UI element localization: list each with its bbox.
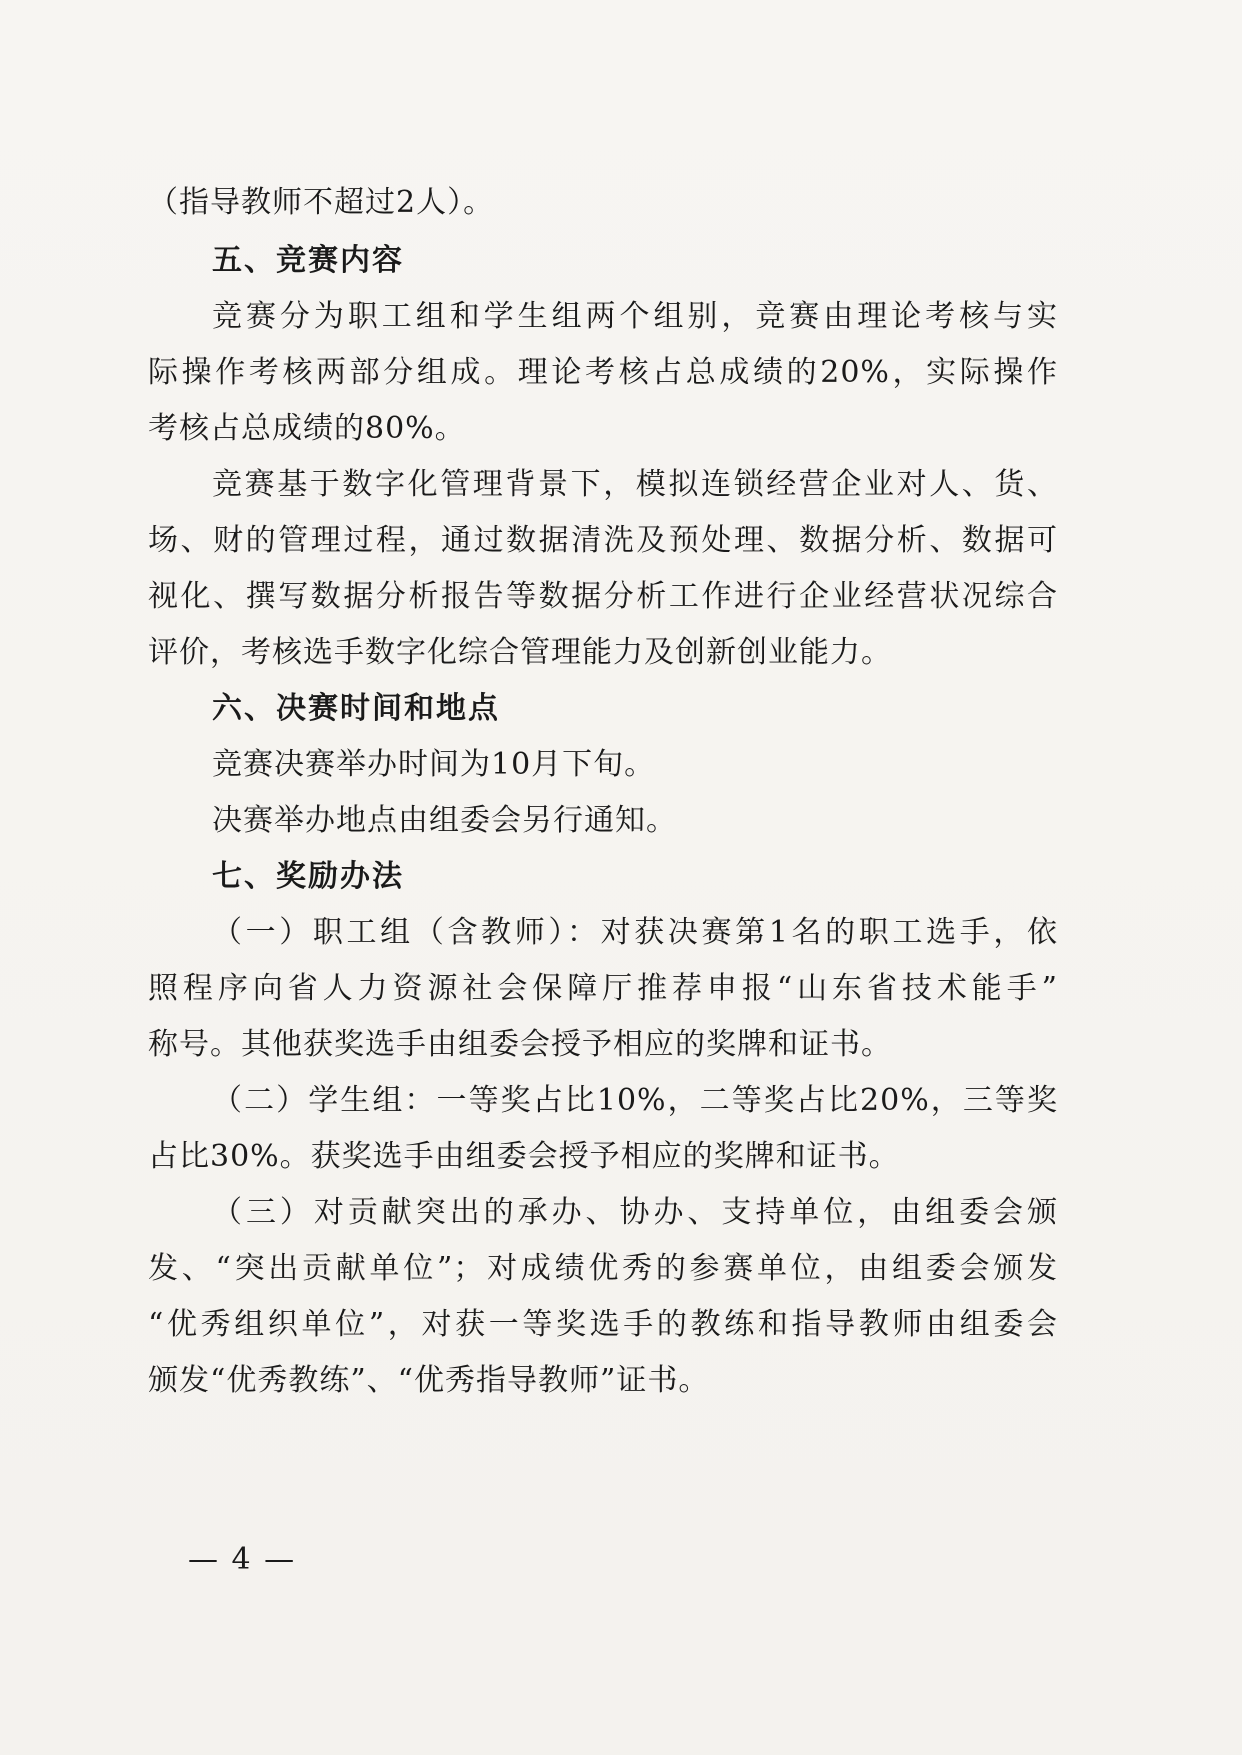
section-heading-content: 五、竞赛内容 bbox=[212, 243, 404, 278]
paragraph-line: （二）学生组：一等奖占比10%，二等奖占比20%，三等奖 bbox=[212, 1083, 1058, 1118]
paragraph-line: （指导教师不超过2人）。 bbox=[148, 185, 495, 220]
paragraph-line: 颁发“优秀教练”、“优秀指导教师”证书。 bbox=[148, 1363, 710, 1398]
section-heading-final-time-place: 六、决赛时间和地点 bbox=[212, 691, 500, 726]
paragraph-line: “优秀组织单位”，对获一等奖选手的教练和指导教师由组委会 bbox=[148, 1307, 1058, 1342]
paragraph-line: 竞赛分为职工组和学生组两个组别，竞赛由理论考核与实 bbox=[212, 299, 1058, 334]
paragraph-line: 发、“突出贡献单位”；对成绩优秀的参赛单位，由组委会颁发 bbox=[148, 1251, 1058, 1286]
paragraph-line: 照程序向省人力资源社会保障厅推荐申报“山东省技术能手” bbox=[148, 971, 1058, 1006]
paragraph-line: 称号。其他获奖选手由组委会授予相应的奖牌和证书。 bbox=[148, 1027, 892, 1062]
paragraph-line: 际操作考核两部分组成。理论考核占总成绩的20%，实际操作 bbox=[148, 355, 1058, 390]
paragraph-line: 视化、撰写数据分析报告等数据分析工作进行企业经营状况综合 bbox=[148, 579, 1058, 614]
paragraph-line: 占比30%。获奖选手由组委会授予相应的奖牌和证书。 bbox=[148, 1139, 900, 1174]
paragraph-line: （三）对贡献突出的承办、协办、支持单位，由组委会颁 bbox=[212, 1195, 1058, 1230]
paragraph-line: 竞赛决赛举办时间为10月下旬。 bbox=[212, 747, 656, 782]
section-heading-awards: 七、奖励办法 bbox=[212, 859, 404, 894]
paragraph-line: 场、财的管理过程，通过数据清洗及预处理、数据分析、数据可 bbox=[148, 523, 1058, 558]
paragraph-line: （一）职工组（含教师）：对获决赛第1名的职工选手，依 bbox=[212, 915, 1058, 950]
paragraph-line: 竞赛基于数字化管理背景下，模拟连锁经营企业对人、货、 bbox=[212, 467, 1058, 502]
paragraph-line: 决赛举办地点由组委会另行通知。 bbox=[212, 803, 677, 838]
paragraph-line: 评价，考核选手数字化综合管理能力及创新创业能力。 bbox=[148, 635, 892, 670]
page-number: — 4 — bbox=[188, 1542, 297, 1577]
paragraph-line: 考核占总成绩的80%。 bbox=[148, 411, 466, 446]
